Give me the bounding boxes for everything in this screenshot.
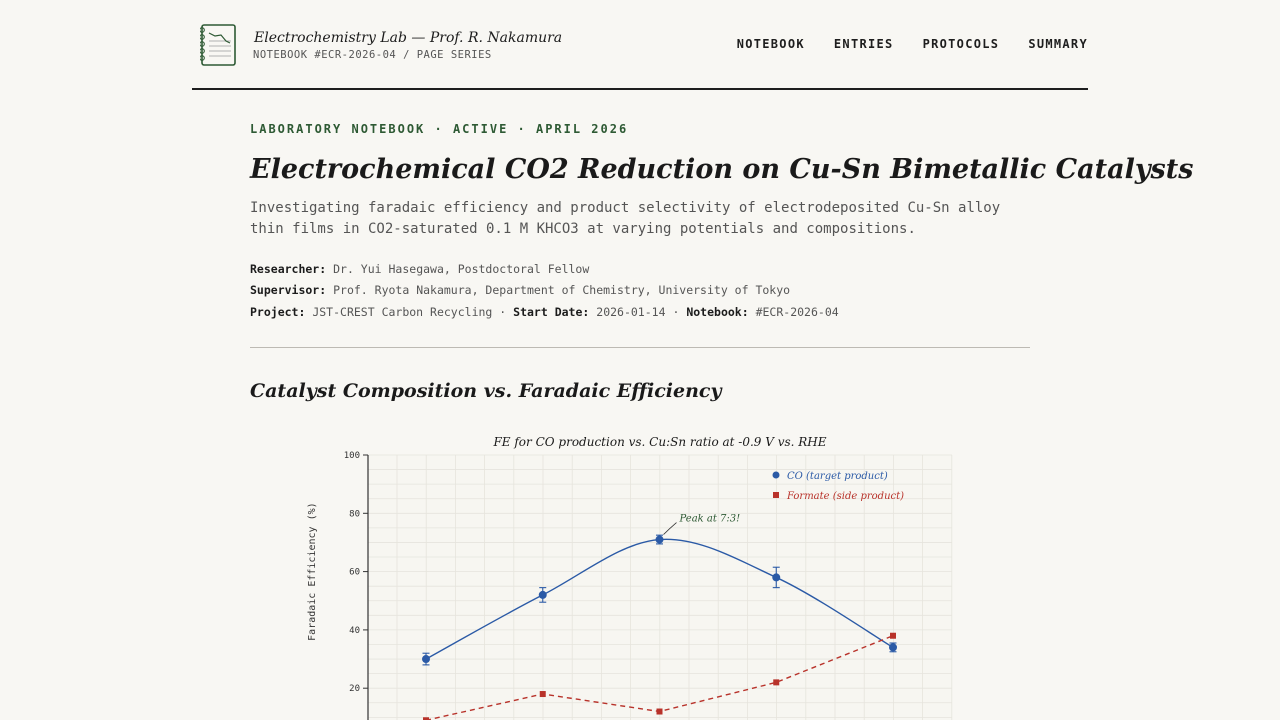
nav-notebook[interactable]: NOTEBOOK	[736, 37, 805, 51]
researcher-value: Dr. Yui Hasegawa, Postdoctoral Fellow	[333, 262, 590, 276]
y-tick-label: 80	[349, 509, 360, 520]
project-label: Project:	[250, 305, 306, 319]
nav-entries[interactable]: ENTRIES	[833, 37, 894, 51]
eyebrow-label: LABORATORY NOTEBOOK · ACTIVE · APRIL 2026	[250, 122, 629, 136]
y-tick-label: 40	[349, 625, 360, 636]
legend-marker-co	[773, 472, 780, 479]
nav-protocols[interactable]: PROTOCOLS	[922, 37, 1000, 51]
brand-subtitle: NOTEBOOK #ECR-2026-04 / PAGE SERIES	[253, 49, 492, 61]
nav-summary[interactable]: SUMMARY	[1028, 37, 1088, 51]
data-point-formate	[657, 709, 663, 715]
supervisor-value: Prof. Ryota Nakamura, Department of Chemistry, University of Tokyo	[333, 283, 791, 297]
y-tick-label: 100	[343, 451, 360, 461]
page-title: Electrochemical CO2 Reduction on Cu-Sn Bimetallic Catalysts	[250, 154, 1194, 185]
start-date-value: 2026-01-14	[596, 305, 666, 319]
y-tick-label: 60	[349, 567, 360, 578]
supervisor-label: Supervisor:	[250, 283, 327, 297]
data-point-formate	[773, 679, 779, 685]
data-point-co	[422, 655, 430, 663]
data-point-co	[889, 643, 897, 651]
data-point-formate	[890, 633, 896, 639]
legend-label-formate: Formate (side product)	[787, 491, 905, 502]
y-tick-label: 20	[349, 684, 360, 695]
legend-marker-formate	[773, 492, 779, 498]
data-point-co	[539, 591, 547, 599]
meta-separator: ·	[672, 305, 680, 319]
annotation-label: Peak at 7:3!	[679, 513, 741, 525]
chart-title: FE for CO production vs. Cu:Sn ratio at -0.9 V vs. RHE	[493, 435, 827, 449]
meta-separator: ·	[499, 305, 507, 319]
notebook-value: #ECR-2026-04	[755, 305, 839, 319]
section-title: Catalyst Composition vs. Faradaic Efficiency	[250, 380, 722, 402]
brand-title[interactable]: Electrochemistry Lab — Prof. R. Nakamura	[254, 30, 563, 46]
page-description: Investigating faradaic efficiency and product selectivity of electrodeposited Cu-Sn alloy thin films in CO2-saturated 0.1 M KHCO3 at varying potentials and compositions.	[250, 200, 1001, 237]
start-date-label: Start Date:	[513, 305, 590, 319]
researcher-label: Researcher:	[250, 262, 327, 276]
data-point-co	[772, 573, 780, 581]
data-point-co	[656, 536, 664, 544]
notebook-label: Notebook:	[686, 305, 749, 319]
project-value: JST-CREST Carbon Recycling	[312, 305, 493, 319]
legend-label-co: CO (target product)	[787, 471, 888, 482]
data-point-formate	[540, 691, 546, 697]
y-axis-label: Faradaic Efficiency (%)	[307, 502, 318, 641]
